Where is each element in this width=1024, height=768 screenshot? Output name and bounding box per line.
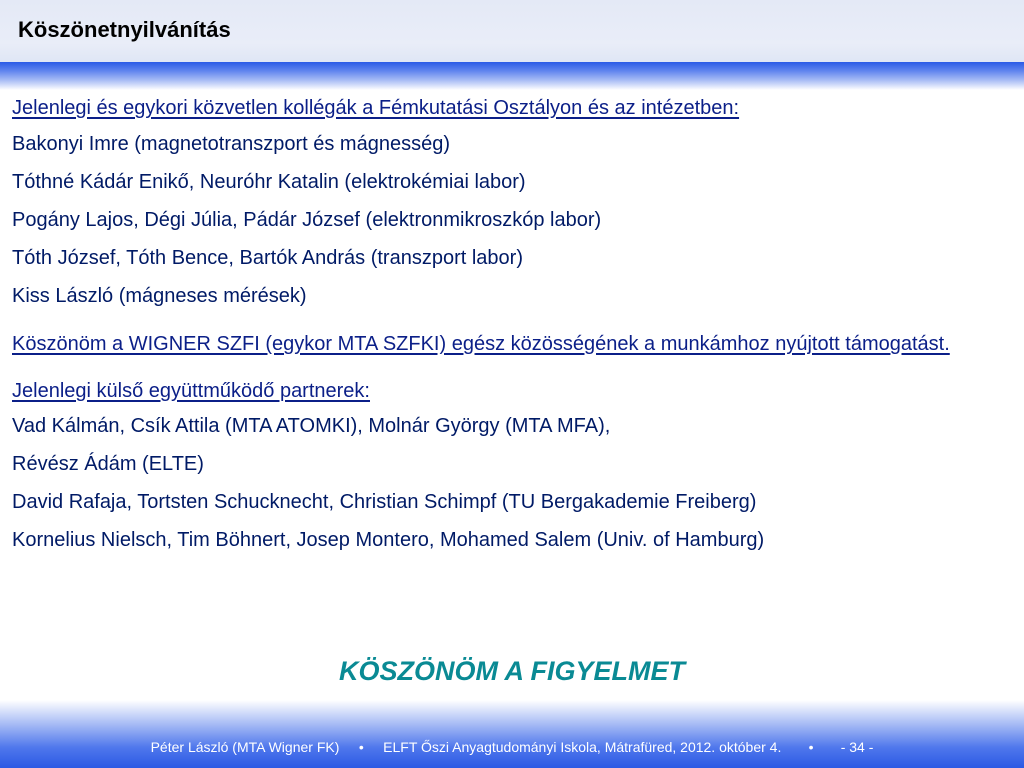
section-heading-colleagues: Jelenlegi és egykori közvetlen kollégák a Fémkutatási Osztályon és az intézetben:: [12, 97, 740, 119]
slide-header: [0, 0, 1024, 62]
header-gradient-band: [0, 62, 1024, 90]
closing-message: KÖSZÖNÖM A FIGYELMET: [339, 656, 685, 686]
list-item: Vad Kálmán, Csík Attila (MTA ATOMKI), Molnár György (MTA MFA),: [12, 415, 611, 437]
slide-footer: Péter László (MTA Wigner FK) • ELFT Őszi Anyagtudományi Iskola, Mátrafüred, 2012. október 4. • - 34 -: [150, 739, 874, 755]
section-heading-partners: Jelenlegi külső együttműködő partnerek:: [12, 380, 370, 402]
list-item: Tóth József, Tóth Bence, Bartók András (transzport labor): [12, 247, 523, 269]
colleague-list: [12, 125, 1014, 315]
footer-gradient-band: [0, 700, 1024, 768]
list-item: Bakonyi Imre (magnetotranszport és mágnesség): [12, 133, 450, 155]
list-item: Kornelius Nielsch, Tim Böhnert, Josep Montero, Mohamed Salem (Univ. of Hamburg): [12, 529, 765, 551]
partner-list: [12, 407, 1014, 559]
slide-title: Köszönetnyilvánítás: [18, 17, 231, 42]
list-item: Révész Ádám (ELTE): [12, 453, 204, 475]
list-item: Kiss László (mágneses mérések): [12, 285, 307, 307]
list-item: Tóthné Kádár Enikő, Neuróhr Katalin (elektrokémiai labor): [12, 171, 526, 193]
list-item: Pogány Lajos, Dégi Júlia, Pádár József (elektronmikroszkóp labor): [12, 209, 602, 231]
slide-content: [12, 95, 1014, 559]
thanks-paragraph: Köszönöm a WIGNER SZFI (egykor MTA SZFKI) egész közösségének a munkámhoz nyújtott támogatást.: [12, 333, 950, 355]
list-item: David Rafaja, Tortsten Schucknecht, Christian Schimpf (TU Bergakademie Freiberg): [12, 491, 757, 513]
